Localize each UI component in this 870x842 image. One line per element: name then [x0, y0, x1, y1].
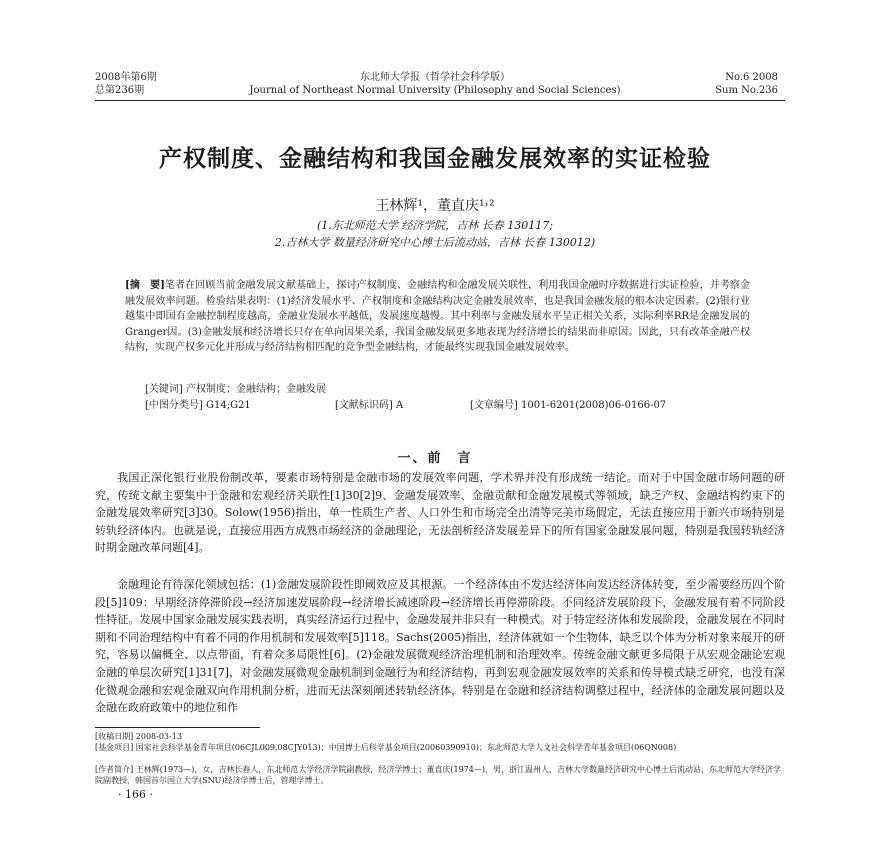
paper-title: 产权制度、金融结构和我国金融发展效率的实证检验 — [159, 145, 711, 172]
footnote-rule — [95, 727, 260, 728]
page-number: · 166 · — [118, 788, 153, 801]
issue-number-en: No.6 2008 — [725, 72, 778, 83]
body-paragraph: 我国正深化银行业股份制改革，要素市场特别是金融市场的发展效率问题，学术界并没有形成统一结论。而对于中国金融市场问题的研究，传统文献主要集中于金融和宏观经济关联性[1]30[2]9、金融发展效率、金融贡献和金融发展模式等领域，缺乏产权、金融结构约束下的金融发展效率研究[3]30。Solow(1956)指出，单一性质生产者、人口外生和市场完全出清等完美市场假定，无法直接应用于新兴市场特别是转轨经济体内。也就是说，直接应用西方成熟市场经济的金融理论，无法剖析经济发展差异下的所有国家金融发展问题，特别是我国转轨经济时期金融改革问题[4]。 — [95, 471, 785, 555]
article-number: [文章编号] 1001-6201(2008)06-0166-07 — [470, 400, 667, 411]
total-issue-number: 总第236期 — [95, 85, 145, 96]
abstract-text: 笔者在回顾当前金融发展文献基础上，探讨产权制度、金融结构和金融发展关联性，利用我国金融时序数据进行实证检验，并考察金融发展效率问题。检验结果表明：(1)经济发展水平、产权制度和金融结构决定金融发展效率，也是我国金融发展的根本决定因素。(2)银行业越集中即国有金融控制程度越高，金融业发展水平越低，发展速度越慢。其中利率与金融发展水平呈正相关关系，实际利率RR是金融发展的Granger因。(3)金融发展和经济增长只存在单向因果关系，我国金融发展更多地表现为经济增长的结果而非原因。因此，只有改革金融产权结构，实现产权多元化并形成与经济结构相匹配的竞争型金融结构，才能最终实现我国金融发展效率。 — [125, 280, 751, 354]
author-list: 王林辉¹，董直庆¹˒² — [375, 198, 495, 214]
journal-name-en: Journal of Northeast Normal University (Philosophy and Social Sciences) — [249, 85, 621, 96]
section-heading: 一、前 言 — [397, 451, 473, 466]
journal-name-cn: 东北师大学报（哲学社会科学版） — [360, 72, 510, 83]
clc-number: [中图分类号] G14;G21 — [145, 400, 251, 411]
affiliation-1: (1.东北师范大学 经济学院，吉林 长春 130117; — [317, 219, 553, 232]
body-paragraph: 金融理论有待深化领域包括：(1)金融发展阶段性即阈效应及其根源。一个经济体由不发达经济体向发达经济体转变，至少需要经历四个阶段[5]109：早期经济停滞阶段→经济加速发展阶段→经济增长减速阶段→经济增长再停滞阶段。不同经济发展阶段下，金融发展有着不同阶段性特征。发展中国家金融发展实践表明，真实经济运行过程中，金融发展并非只有一种模式。对于特定经济体和发展阶段，金融发展在不同时期和不同治理结构中有着不同的作用机制和发展效率[5]118。Sachs(2005)指出，经济体就如一个生物体，缺乏以个体为分析对象来展开的研究，容易以偏概全、以点带面，有着众多局限性[6]。(2)金融发展微观经济治理机制和治理效率。传统金融文献更多局限于从宏观金融论宏观金融的单层次研究[1]31[7]，对金融发展微观金融机制到金融行为和经济结构，再到宏观金融发展效率的关系和传导模式缺乏研究，也没有深化微观金融和宏观金融双向作用机制分析，进而无法深刻阐述转轨经济体，特别是在金融和经济结构调整过程中，经济体的金融发展问题以及金融在政府政策中的地位和作 — [95, 578, 785, 715]
issue-number: 2008年第6期 — [95, 72, 157, 83]
footnote-received-date: [收稿日期] 2008-03-13 — [95, 732, 182, 741]
footnote-author-bio: [作者简介] 王林辉(1973—)，女，吉林长春人，东北师范大学经济学院副教授，经济学博士；董直庆(1974—)，男，浙江温州人，吉林大学数量经济研究中心博士后流动站，东北师范大学经济学院副教授，韩国首尔国立大学(SNU)经济学博士后，管理学博士。 — [95, 765, 781, 785]
abstract-label: [摘 要] — [125, 280, 165, 291]
document-code: [文献标识码] A — [335, 400, 404, 411]
running-head-right — [715, 71, 778, 97]
keywords: [关键词] 产权制度；金融结构；金融发展 — [145, 384, 326, 395]
affiliation-2: 2.吉林大学 数量经济研究中心博士后流动站，吉林 长春 130012) — [274, 236, 596, 249]
footnote-funding: [基金项目] 国家社会科学基金青年项目(06CJL009,08CJY013)；中国博士后科学基金项目(20060390910)；东北师范大学人文社会科学青年基金项目(06QN008) — [95, 743, 677, 752]
header-rule — [95, 100, 785, 101]
total-issue-number-en: Sum No.236 — [715, 85, 778, 96]
abstract — [125, 278, 750, 356]
